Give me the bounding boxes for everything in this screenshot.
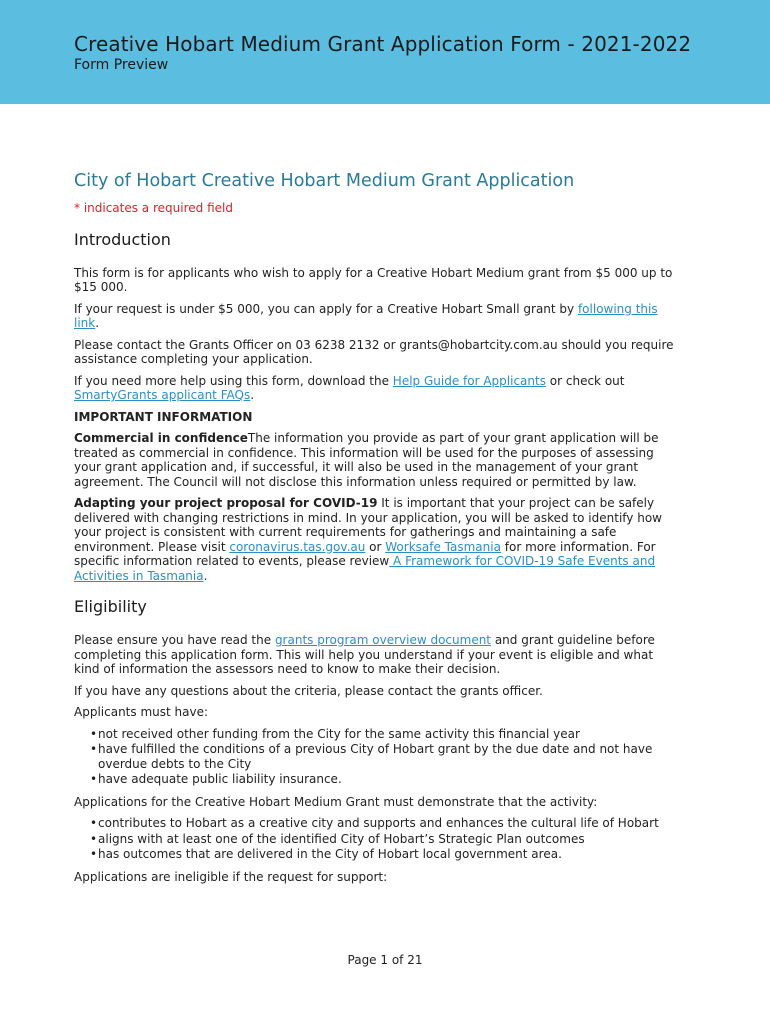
- page-subtitle: Form Preview: [74, 57, 169, 73]
- elig-p1-end: and grant guideline before completing this application form. This will help you understand if your event is eligible and what kind of information the assessors need to know to make their decision.: [74, 633, 655, 676]
- covid-paragraph: [74, 496, 678, 583]
- important-information-heading: IMPORTANT INFORMATION: [74, 409, 253, 424]
- following-this-link[interactable]: following this link: [74, 301, 658, 330]
- list-item: • contributes to Hobart as a creative city and supports and enhances the cultural life of Hobart: [98, 816, 678, 831]
- demonstrate-list: [74, 816, 678, 862]
- commercial-paragraph: [74, 431, 678, 489]
- smartygrants-faq-link[interactable]: SmartyGrants applicant FAQs: [74, 388, 251, 402]
- commercial-text: The information you provide as part of your grant application will be treated as commercial in confidence. This information will be used for the purposes of assessing your grant application and, if successful, it will also be used in the management of your grant agreement. The Council will not disclose this information unless required or permitted by law.: [74, 431, 659, 489]
- list-item: • have fulfilled the conditions of a previous City of Hobart grant by the due date and not have overdue debts to the City: [98, 742, 678, 771]
- eligibility-paragraph-4: Applications for the Creative Hobart Medium Grant must demonstrate that the activity:: [74, 794, 598, 809]
- covid-text: It is important that your project can be safely delivered with changing restrictions in mind. In your application, you will be asked to identify how your project is consistent with current requirements for gatherings and maintaining a safe environment. Please visit: [74, 496, 662, 554]
- intro-paragraph-4: [74, 374, 678, 403]
- covid-framework-link[interactable]: A Framework for COVID-19 Safe Events and Activities in Tasmania: [74, 554, 656, 583]
- eligibility-paragraph-1: [74, 633, 678, 677]
- intro-paragraph-3: Please contact the Grants Officer on 03 6238 2132 or grants@hobartcity.com.au should you require assistance completing your application.: [74, 337, 674, 366]
- help-guide-link[interactable]: Help Guide for Applicants: [392, 373, 546, 388]
- list-item: • have adequate public liability insurance.: [98, 772, 678, 787]
- must-have-list: [74, 727, 678, 787]
- list-item: • not received other funding from the City for the same activity this financial year: [98, 727, 678, 742]
- intro-p4-mid: or check out: [545, 373, 625, 388]
- intro-paragraph-2: [74, 302, 678, 331]
- intro-p2-text: If your request is under $5 000, you can apply for a Creative Hobart Small grant by: [74, 301, 578, 316]
- list-item: • has outcomes that are delivered in the City of Hobart local government area.: [98, 847, 678, 862]
- intro-p2-end: .: [95, 316, 100, 330]
- eligibility-heading: Eligibility: [74, 597, 147, 616]
- eligibility-paragraph-3: Applicants must have:: [74, 705, 208, 719]
- elig-p1-text: Please ensure you have read the: [74, 633, 275, 647]
- commercial-label: Commercial in confidence: [74, 431, 248, 445]
- page-number: Page 1 of 21: [347, 953, 423, 967]
- intro-p4-text: If you need more help using this form, download the: [74, 373, 393, 388]
- covid-end: .: [203, 568, 208, 583]
- form-title: City of Hobart Creative Hobart Medium Grant Application: [74, 171, 575, 191]
- covid-label: Adapting your project proposal for COVID-19: [74, 496, 378, 510]
- covid-or: or: [365, 539, 386, 554]
- form-content: [74, 170, 678, 891]
- list-item: • aligns with at least one of the identified City of Hobart’s Strategic Plan outcomes: [98, 832, 678, 847]
- page-title: Creative Hobart Medium Grant Application Form - 2021-2022: [74, 32, 692, 56]
- page-header: [0, 0, 770, 104]
- required-field-note: * indicates a required field: [74, 201, 233, 215]
- grants-overview-link[interactable]: grants program overview document: [274, 633, 492, 647]
- worksafe-link[interactable]: Worksafe Tasmania: [385, 539, 501, 554]
- covid-text-2: for more information. For specific information related to events, please review: [74, 539, 656, 568]
- eligibility-paragraph-5: Applications are ineligible if the request for support:: [74, 869, 388, 884]
- eligibility-paragraph-2: If you have any questions about the criteria, please contact the grants officer.: [74, 683, 543, 698]
- coronavirus-link[interactable]: coronavirus.tas.gov.au: [229, 539, 366, 554]
- intro-paragraph-1: This form is for applicants who wish to apply for a Creative Hobart Medium grant from $5 000 up to $15 000.: [74, 265, 673, 294]
- introduction-heading: Introduction: [74, 229, 171, 249]
- intro-p4-end: .: [250, 388, 255, 402]
